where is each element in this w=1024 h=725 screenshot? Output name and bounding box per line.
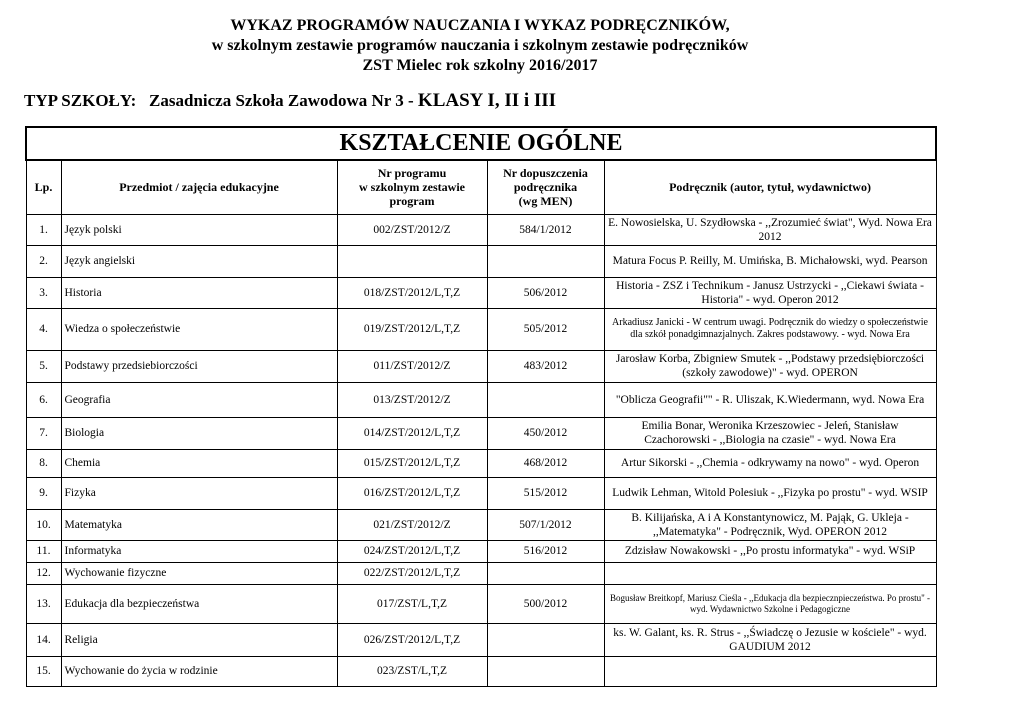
- row-approval: [487, 562, 604, 584]
- row-textbook: B. Kilijańska, A i A Konstantynowicz, M. Pająk, G. Ukleja - ,,Matematyka" - Podręcznik, Wyd. OPERON 2012: [604, 509, 936, 540]
- column-header-program-line1: Nr programu: [377, 166, 447, 181]
- row-approval: 468/2012: [487, 449, 604, 477]
- table-row: [26, 584, 936, 623]
- row-textbook: [604, 656, 936, 686]
- row-textbook: Bogusław Breitkopf, Mariusz Cieśla - ,,Edukacja dla bezpiecznpieczeństwa. Po prostu" - wyd. Wydawnictwo Szkolne i Pedagogiczne: [604, 584, 936, 623]
- row-program: 019/ZST/2012/L,T,Z: [337, 308, 487, 350]
- document-header: [0, 16, 960, 76]
- header-title: WYKAZ PROGRAMÓW NAUCZANIA I WYKAZ PODRĘCZNIKÓW,: [230, 17, 730, 34]
- school-type-name: Zasadnicza Szkoła Zawodowa Nr 3 -: [149, 91, 414, 110]
- row-subject: Wychowanie do życia w rodzinie: [61, 656, 337, 686]
- row-textbook: Ludwik Lehman, Witold Polesiuk - ,,Fizyka po prostu" - wyd. WSIP: [604, 477, 936, 509]
- column-header-textbook: Podręcznik (autor, tytuł, wydawnictwo): [604, 160, 936, 214]
- row-program: 002/ZST/2012/Z: [337, 214, 487, 245]
- row-program: 026/ZST/2012/L,T,Z: [337, 623, 487, 656]
- row-subject: Religia: [61, 623, 337, 656]
- row-lp: 13.: [26, 584, 61, 623]
- row-subject: Podstawy przedsiebiorczości: [61, 350, 337, 382]
- row-lp: 10.: [26, 509, 61, 540]
- row-lp: 6.: [26, 382, 61, 417]
- row-textbook: [604, 562, 936, 584]
- row-approval: 483/2012: [487, 350, 604, 382]
- table-row: [26, 277, 936, 308]
- row-subject: Wychowanie fizyczne: [61, 562, 337, 584]
- row-approval: 584/1/2012: [487, 214, 604, 245]
- column-header-approval: [487, 160, 604, 214]
- school-type: [24, 90, 556, 112]
- table-row: [26, 350, 936, 382]
- row-subject: Język angielski: [61, 245, 337, 277]
- row-subject: Matematyka: [61, 509, 337, 540]
- curriculum-table-wrapper: [25, 126, 935, 687]
- table-row: [26, 308, 936, 350]
- row-program: 011/ZST/2012/Z: [337, 350, 487, 382]
- row-approval: 515/2012: [487, 477, 604, 509]
- table-row: [26, 245, 936, 277]
- table-row: [26, 417, 936, 449]
- school-type-label: TYP SZKOŁY:: [24, 91, 137, 110]
- row-textbook: ks. W. Galant, ks. R. Strus - ,,Świadczę o Jezusie w kościele" - wyd. GAUDIUM 2012: [604, 623, 936, 656]
- row-approval: [487, 382, 604, 417]
- row-subject: Geografia: [61, 382, 337, 417]
- row-approval: 506/2012: [487, 277, 604, 308]
- row-program: 022/ZST/2012/L,T,Z: [337, 562, 487, 584]
- row-lp: 8.: [26, 449, 61, 477]
- row-program: 018/ZST/2012/L,T,Z: [337, 277, 487, 308]
- row-subject: Fizyka: [61, 477, 337, 509]
- header-school-year: ZST Mielec rok szkolny 2016/2017: [362, 57, 598, 74]
- row-approval: 516/2012: [487, 540, 604, 562]
- row-approval: [487, 656, 604, 686]
- row-lp: 5.: [26, 350, 61, 382]
- row-lp: 12.: [26, 562, 61, 584]
- row-program: 016/ZST/2012/L,T,Z: [337, 477, 487, 509]
- column-header-lp: Lp.: [26, 160, 61, 214]
- row-approval: 450/2012: [487, 417, 604, 449]
- table-row: [26, 656, 936, 686]
- row-approval: 507/1/2012: [487, 509, 604, 540]
- row-lp: 15.: [26, 656, 61, 686]
- table-row: [26, 509, 936, 540]
- row-lp: 4.: [26, 308, 61, 350]
- table-row: [26, 382, 936, 417]
- row-subject: Edukacja dla bezpieczeństwa: [61, 584, 337, 623]
- row-program: 017/ZST/L,T,Z: [337, 584, 487, 623]
- table-row: [26, 477, 936, 509]
- row-textbook: Emilia Bonar, Weronika Krzeszowiec - Jeleń, Stanisław Czachorowski - ,,Biologia na czasie" - wyd. Nowa Era: [604, 417, 936, 449]
- row-subject: Chemia: [61, 449, 337, 477]
- row-lp: 1.: [26, 214, 61, 245]
- row-subject: Historia: [61, 277, 337, 308]
- header-subtitle: w szkolnym zestawie programów nauczania i szkolnym zestawie podręczników: [211, 37, 749, 54]
- row-textbook: Jarosław Korba, Zbigniew Smutek - ,,Podstawy przedsiębiorczości (szkoły zawodowe)" - wyd. OPERON: [604, 350, 936, 382]
- school-type-classes: KLASY I, II i III: [417, 90, 557, 111]
- row-approval: 500/2012: [487, 584, 604, 623]
- row-approval: [487, 623, 604, 656]
- row-textbook: "Oblicza Geografii"" - R. Uliszak, K.Wiedermann, wyd. Nowa Era: [604, 382, 936, 417]
- row-lp: 9.: [26, 477, 61, 509]
- column-header-approval-line2: podręcznika: [513, 180, 578, 195]
- row-lp: 3.: [26, 277, 61, 308]
- column-header-program: [337, 160, 487, 214]
- row-textbook: Artur Sikorski - ,,Chemia - odkrywamy na nowo" - wyd. Operon: [604, 449, 936, 477]
- row-textbook: E. Nowosielska, U. Szydłowska - ,,Zrozumieć świat", Wyd. Nowa Era 2012: [604, 214, 936, 245]
- row-textbook: Arkadiusz Janicki - W centrum uwagi. Podręcznik do wiedzy o społeczeństwie dla szkół ponadgimnazjalnych. Zakres podstawowy. - wyd. Nowa Era: [604, 308, 936, 350]
- row-lp: 7.: [26, 417, 61, 449]
- row-lp: 2.: [26, 245, 61, 277]
- row-lp: 14.: [26, 623, 61, 656]
- row-textbook: Matura Focus P. Reilly, M. Umińska, B. Michałowski, wyd. Pearson: [604, 245, 936, 277]
- column-header-program-line3: program: [389, 194, 435, 209]
- row-subject: Wiedza o społeczeństwie: [61, 308, 337, 350]
- row-program: 015/ZST/2012/L,T,Z: [337, 449, 487, 477]
- row-textbook: Zdzisław Nowakowski - ,,Po prostu informatyka" - wyd. WSiP: [604, 540, 936, 562]
- row-subject: Język polski: [61, 214, 337, 245]
- row-subject: Informatyka: [61, 540, 337, 562]
- curriculum-table: [25, 126, 937, 687]
- row-subject: Biologia: [61, 417, 337, 449]
- table-row: [26, 623, 936, 656]
- row-program: 021/ZST/2012/Z: [337, 509, 487, 540]
- column-header-approval-line3: (wg MEN): [518, 194, 573, 209]
- table-row: [26, 540, 936, 562]
- section-title: KSZTAŁCENIE OGÓLNE: [26, 127, 936, 160]
- column-header-subject: Przedmiot / zajęcia edukacyjne: [61, 160, 337, 214]
- table-row: [26, 449, 936, 477]
- row-program: 014/ZST/2012/L,T,Z: [337, 417, 487, 449]
- column-header-program-line2: w szkolnym zestawie: [359, 180, 465, 195]
- row-program: 013/ZST/2012/Z: [337, 382, 487, 417]
- row-program: 024/ZST/2012/L,T,Z: [337, 540, 487, 562]
- column-header-approval-line1: Nr dopuszczenia: [503, 166, 588, 181]
- row-textbook: Historia - ZSZ i Technikum - Janusz Ustrzycki - ,,Ciekawi świata - Historia" - wyd. Operon 2012: [604, 277, 936, 308]
- table-row: [26, 214, 936, 245]
- table-header-row: [26, 160, 936, 214]
- row-program: [337, 245, 487, 277]
- row-program: 023/ZST/L,T,Z: [337, 656, 487, 686]
- row-approval: [487, 245, 604, 277]
- row-approval: 505/2012: [487, 308, 604, 350]
- table-row: [26, 562, 936, 584]
- row-lp: 11.: [26, 540, 61, 562]
